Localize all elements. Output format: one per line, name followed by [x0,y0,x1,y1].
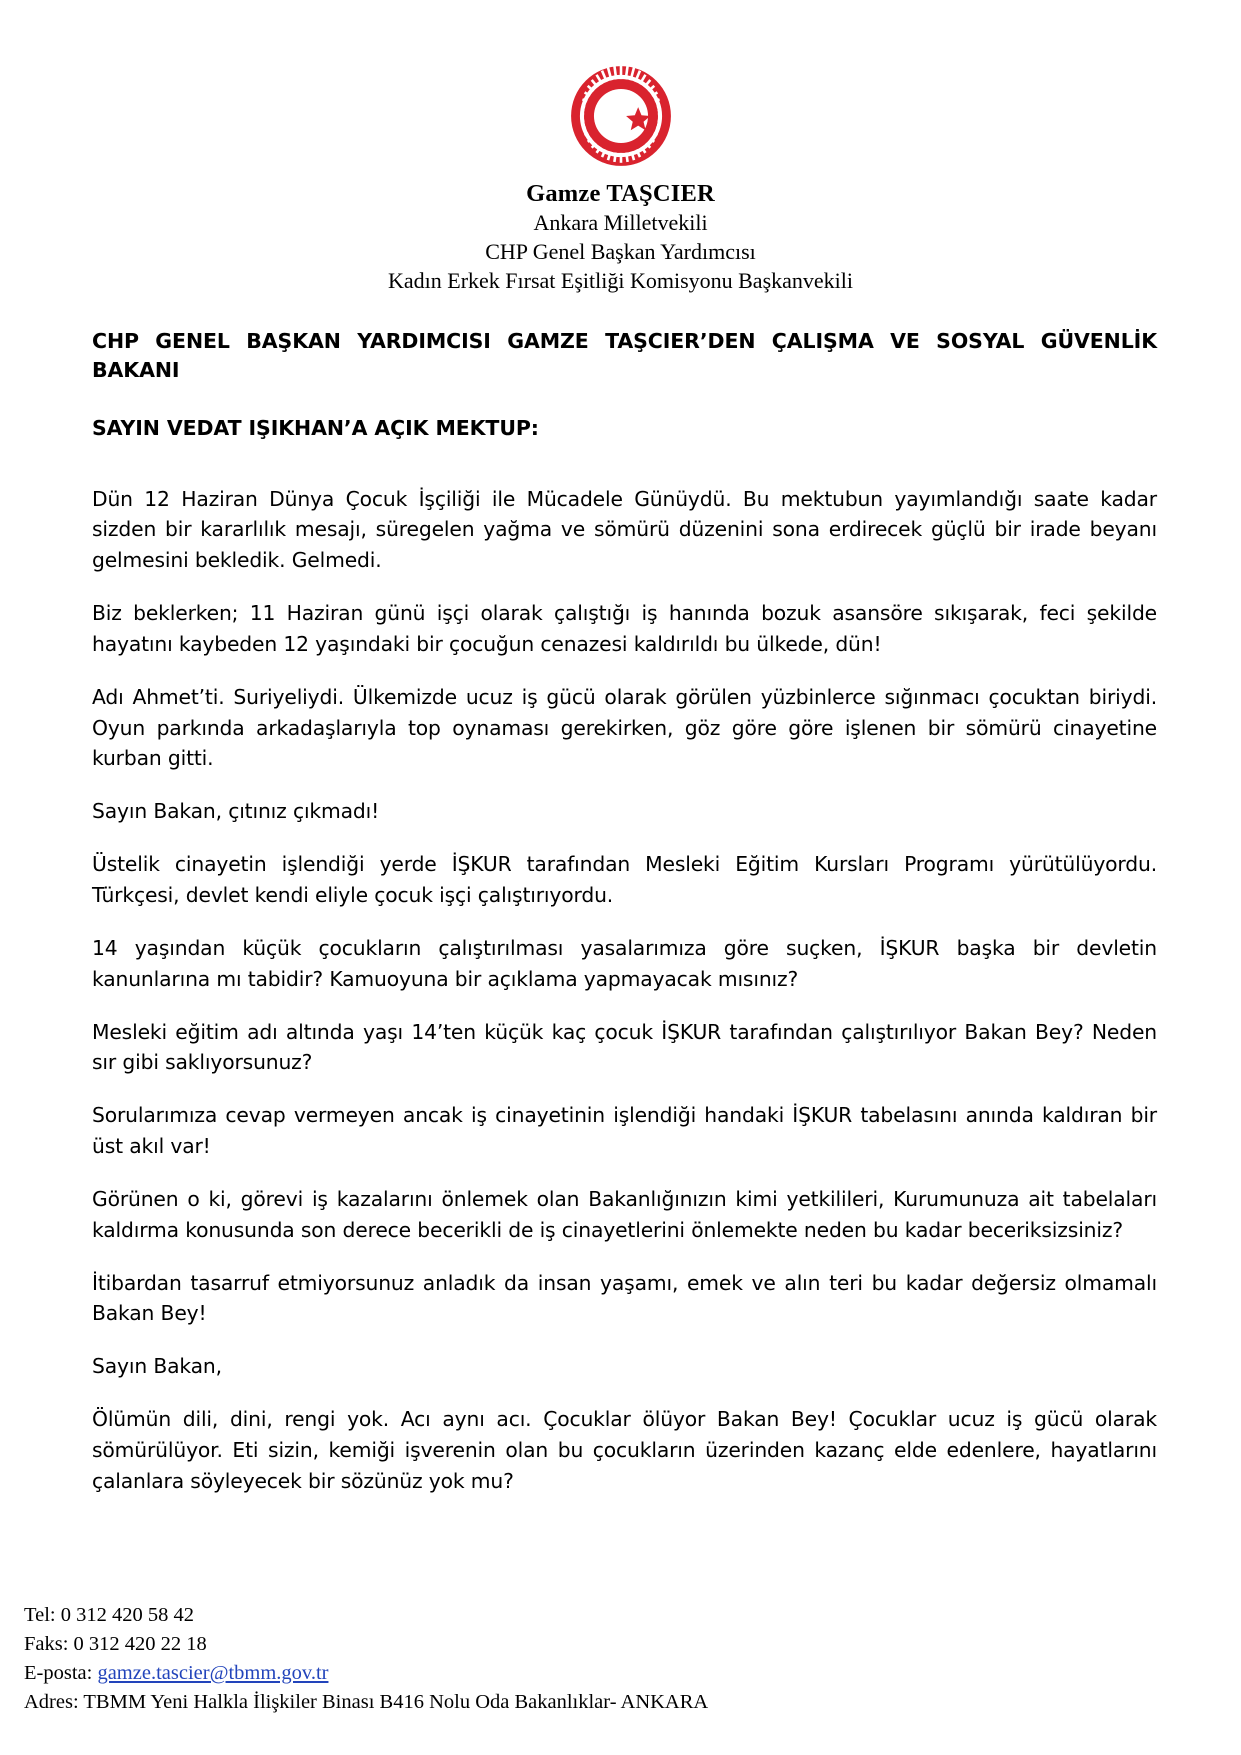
footer-email-link[interactable]: gamze.tascier@tbmm.gov.tr [97,1661,329,1684]
tbmm-emblem-icon [569,64,673,168]
document-title-line-1: CHP GENEL BAŞKAN YARDIMCISI GAMZE TAŞCIER’DEN ÇALIŞMA VE SOSYAL GÜVENLİK BAKANI [92,329,1157,383]
body-paragraph: Sayın Bakan, [92,1354,222,1379]
contact-footer [24,1601,708,1717]
body-paragraph: Biz beklerken; 11 Haziran günü işçi olarak çalıştığı iş hanında bozuk asansöre sıkışarak, feci şekilde hayatını kaybeden 12 yaşındaki bir çocuğun cenazesi kaldırıldı bu ülkede, dün! [92,601,1157,656]
document-title [92,327,1157,443]
letter-body [92,484,1157,1497]
footer-tel: Tel: 0 312 420 58 42 [24,1603,194,1626]
body-paragraph: Sorularımıza cevap vermeyen ancak iş cinayetinin işlendiği handaki İŞKUR tabelasını anında kaldıran bir üst akıl var! [92,1103,1157,1159]
letterhead-name: Gamze TAŞCIER [526,180,715,207]
body-paragraph: Ölümün dili, dini, rengi yok. Acı aynı acı. Çocuklar ölüyor Bakan Bey! Çocuklar ucuz iş gücü olarak sömürülüyor. Eti sizin, kemiği işverenin olan bu çocukların üzerinden kazanç elde edenlere, hayatlarını çalanlara söyleyecek bir sözünüz yok mu? [92,1407,1157,1493]
body-paragraph: Adı Ahmet’ti. Suriyeliydi. Ülkemizde ucuz iş gücü olarak görülen yüzbinlerce sığınmacı çocuktan biriydi. Oyun parkında arkadaşlarıyla top oynaması gerekirken, göz göre göre işlenen bir sömürü cinayetine kurban gitti. [92,684,1157,771]
footer-fax: Faks: 0 312 420 22 18 [24,1632,207,1655]
emblem-container [0,62,1241,170]
letterhead-role-party: CHP Genel Başkan Yardımcısı [485,238,756,264]
footer-email-label: E-posta: [24,1661,98,1684]
body-paragraph: Mesleki eğitim adı altında yaşı 14’ten küçük kaç çocuk İŞKUR tarafından çalıştırılıyor Bakan Bey? Neden sır gibi saklıyorsunuz? [92,1019,1157,1075]
body-paragraph: İtibardan tasarruf etmiyorsunuz anladık da insan yaşamı, emek ve alın teri bu kadar değersiz olmamalı Bakan Bey! [92,1270,1157,1326]
body-paragraph: 14 yaşından küçük çocukların çalıştırılması yasalarımıza göre suçken, İŞKUR başka bir devletin kanunlarına mı tabidir? Kamuoyuna bir açıklama yapmayacak mısınız? [92,935,1157,991]
letterhead-role-constituency: Ankara Milletvekili [533,210,708,236]
document-title-line-2: SAYIN VEDAT IŞIKHAN’A AÇIK MEKTUP: [92,416,539,441]
footer-address: Adres: TBMM Yeni Halkla İlişkiler Binası B416 Nolu Oda Bakanlıklar- ANKARA [24,1690,709,1713]
footer-email-row [24,1659,708,1688]
body-paragraph: Sayın Bakan, çıtınız çıkmadı! [92,799,380,824]
body-paragraph: Dün 12 Haziran Dünya Çocuk İşçiliği ile Mücadele Günüydü. Bu mektubun yayımlandığı saate kadar sizden bir kararlılık mesajı, süregelen yağma ve sömürü düzenini sona erdirecek güçlü bir irade beyanı gelmesini bekledik. Gelmedi. [92,486,1157,573]
letterhead [0,0,1241,295]
body-paragraph: Görünen o ki, görevi iş kazalarını önlemek olan Bakanlığınızın kimi yetkilileri, Kurumunuza ait tabelaları kaldırma konusunda son derece becerikli de iş cinayetlerini önlemekte neden bu kadar beceriksizsiniz? [92,1186,1157,1242]
letterhead-role-commission: Kadın Erkek Fırsat Eşitliği Komisyonu Başkanvekili [387,267,853,293]
body-paragraph: Üstelik cinayetin işlendiği yerde İŞKUR tarafından Mesleki Eğitim Kursları Programı yürütülüyordu. Türkçesi, devlet kendi eliyle çocuk işçi çalıştırıyordu. [92,852,1157,908]
